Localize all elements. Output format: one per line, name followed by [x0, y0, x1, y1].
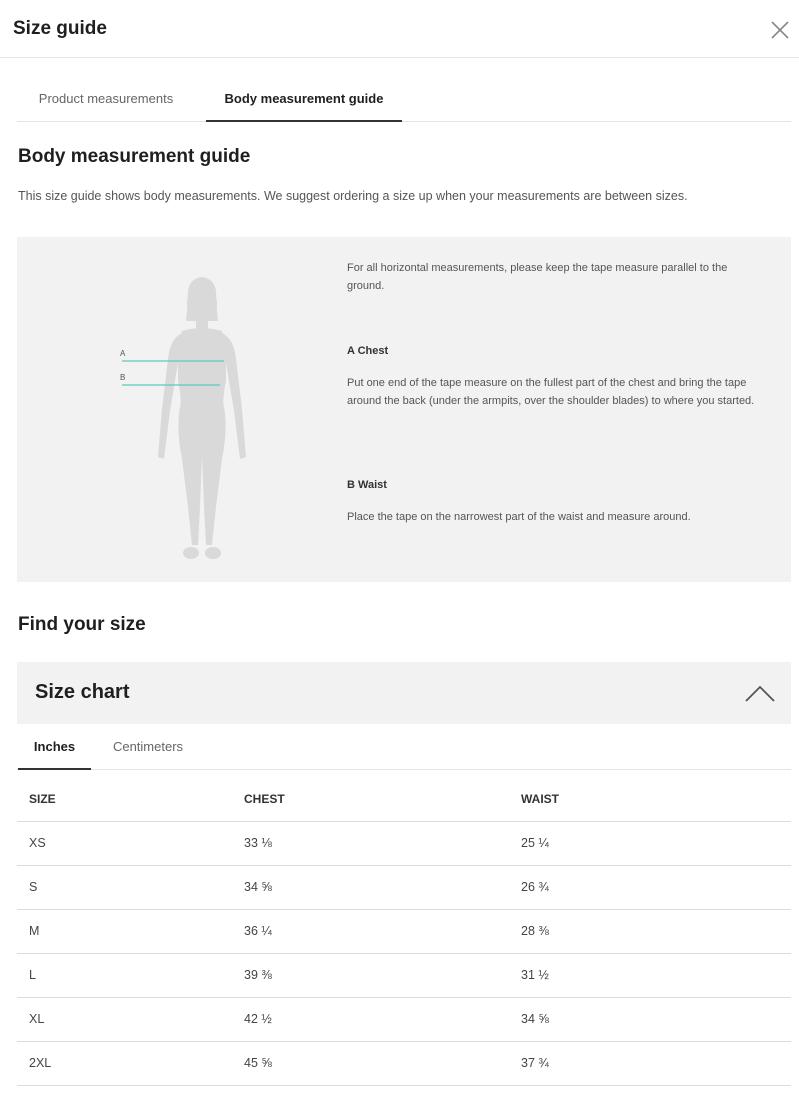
tab-inches[interactable]: Inches — [18, 726, 91, 770]
column-header-waist: WAIST — [521, 778, 791, 821]
cell-chest: 34 ⅝ — [244, 865, 521, 909]
section-title-find-size: Find your size — [18, 614, 146, 635]
waist-description: Place the tape on the narrowest part of the waist and measure around. — [347, 511, 691, 523]
waist-heading: B Waist — [347, 479, 387, 491]
chest-description: Put one end of the tape measure on the fullest part of the chest and bring the tape around the back (under the armpits, over the shoulder blades) to where you started. — [347, 377, 755, 407]
intro-text: This size guide shows body measurements. We suggest ordering a size up when your measurements are between sizes. — [18, 189, 688, 203]
close-icon — [770, 20, 790, 40]
table-row — [17, 865, 791, 909]
table-row — [17, 953, 791, 997]
cell-waist: 28 ⅜ — [521, 909, 791, 953]
cell-chest: 42 ½ — [244, 997, 521, 1041]
cell-size: XL — [17, 997, 244, 1041]
size-chart-title: Size chart — [35, 681, 130, 703]
cell-size: XS — [17, 821, 244, 865]
table-row — [17, 1041, 791, 1085]
cell-waist: 25 ¼ — [521, 821, 791, 865]
size-chart-accordion[interactable] — [17, 662, 791, 724]
cell-size: S — [17, 865, 244, 909]
cell-size: 2XL — [17, 1041, 244, 1085]
tab-product-measurements[interactable]: Product measurements — [38, 91, 174, 106]
cell-waist: 26 ¾ — [521, 865, 791, 909]
tab-body-measurement-guide[interactable]: Body measurement guide — [206, 80, 402, 122]
column-header-chest: CHEST — [244, 778, 521, 821]
modal-title: Size guide — [13, 18, 107, 39]
table-row — [17, 997, 791, 1041]
cell-chest: 36 ¼ — [244, 909, 521, 953]
table-row — [17, 909, 791, 953]
cell-waist: 37 ¾ — [521, 1041, 791, 1085]
unit-tabs — [17, 726, 791, 770]
table-header-row — [17, 778, 791, 821]
cell-chest: 39 ⅜ — [244, 953, 521, 997]
figure-label-b: B — [120, 373, 126, 382]
guide-note: For all horizontal measurements, please keep the tape measure parallel to the ground. — [347, 262, 728, 292]
close-button[interactable] — [770, 20, 790, 40]
cell-chest: 33 ⅛ — [244, 821, 521, 865]
figure-label-a: A — [120, 349, 126, 358]
measurement-guide-panel — [17, 237, 791, 582]
cell-size: M — [17, 909, 244, 953]
section-title-body-guide: Body measurement guide — [18, 146, 251, 167]
modal-header — [0, 0, 799, 58]
guide-tabs — [17, 80, 791, 122]
cell-size: L — [17, 953, 244, 997]
tab-centimeters[interactable]: Centimeters — [112, 739, 184, 754]
size-table — [17, 778, 791, 1086]
chevron-up-icon — [744, 682, 776, 704]
column-header-size: SIZE — [17, 778, 244, 821]
table-row — [17, 821, 791, 865]
cell-waist: 31 ½ — [521, 953, 791, 997]
chest-heading: A Chest — [347, 345, 389, 357]
cell-chest: 45 ⅝ — [244, 1041, 521, 1085]
cell-waist: 34 ⅝ — [521, 997, 791, 1041]
body-figure-image — [112, 259, 272, 569]
